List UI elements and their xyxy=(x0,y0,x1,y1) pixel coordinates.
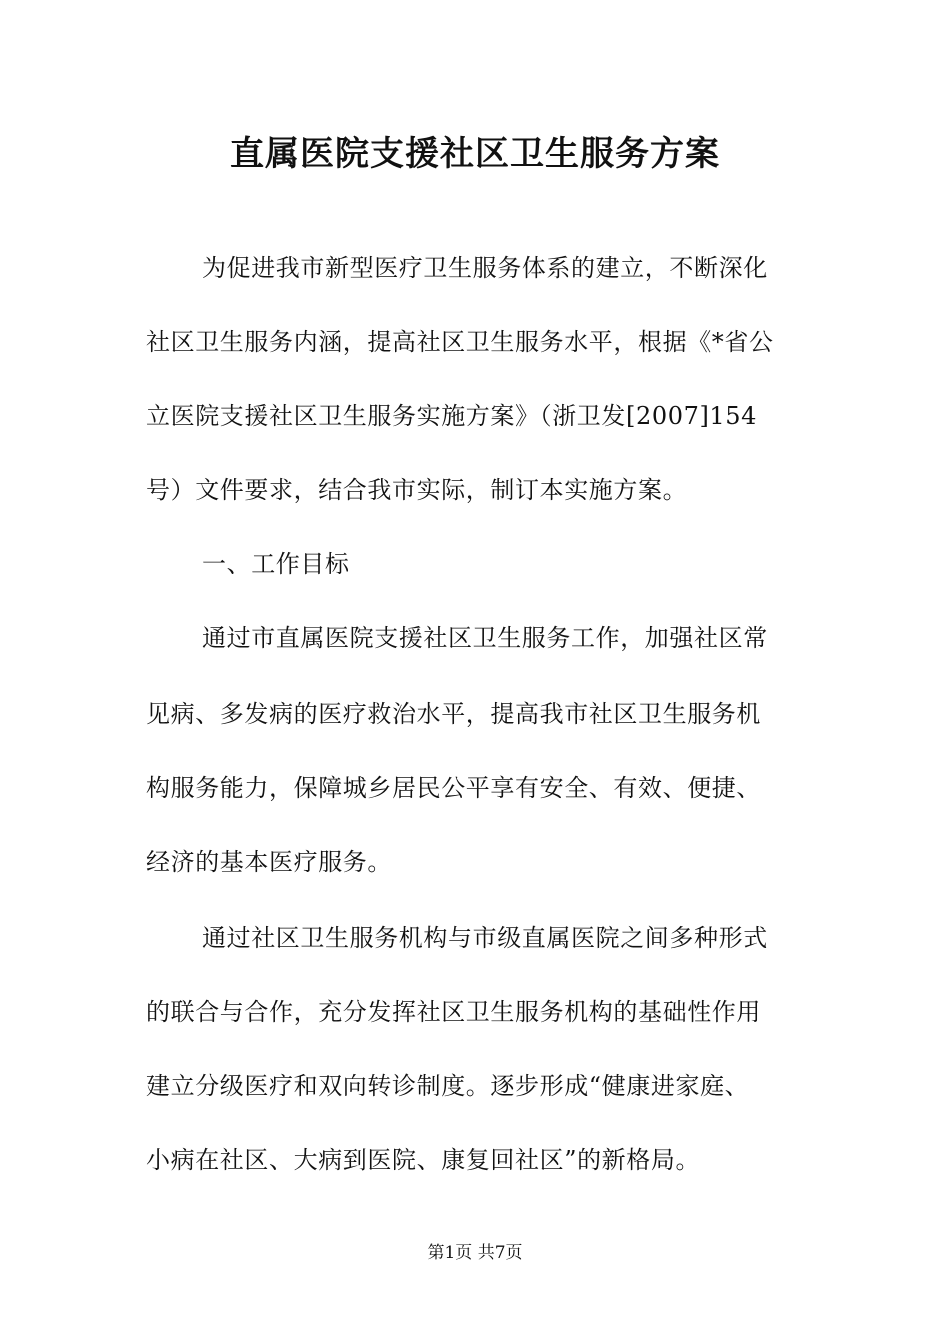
paragraph-line: 为促进我市新型医疗卫生服务体系的建立，不断深化 xyxy=(202,254,768,282)
section-heading: 一、工作目标 xyxy=(202,550,350,578)
paragraph-line: 建立分级医疗和双向转诊制度。逐步形成“健康进家庭、 xyxy=(146,1072,750,1100)
paragraph-line: 通过社区卫生服务机构与市级直属医院之间多种形式 xyxy=(202,924,768,952)
paragraph-line: 立医院支援社区卫生服务实施方案》（浙卫发[2007]154 xyxy=(146,402,758,430)
page-footer: 第1页 共7页 xyxy=(427,1243,523,1263)
paragraph-line: 构服务能力，保障城乡居民公平享有安全、有效、便捷、 xyxy=(146,774,761,802)
paragraph-line: 的联合与合作，充分发挥社区卫生服务机构的基础性作用 xyxy=(146,998,761,1026)
paragraph-line: 经济的基本医疗服务。 xyxy=(146,848,392,876)
paragraph-line: 社区卫生服务内涵，提高社区卫生服务水平，根据《*省公 xyxy=(146,328,774,356)
document-title: 直属医院支援社区卫生服务方案 xyxy=(230,134,720,174)
paragraph-line: 通过市直属医院支援社区卫生服务工作，加强社区常 xyxy=(202,624,768,652)
paragraph-line: 号）文件要求，结合我市实际，制订本实施方案。 xyxy=(146,476,688,504)
paragraph-line: 小病在社区、大病到医院、康复回社区”的新格局。 xyxy=(146,1146,701,1174)
paragraph-line: 见病、多发病的医疗救治水平，提高我市社区卫生服务机 xyxy=(146,700,761,728)
